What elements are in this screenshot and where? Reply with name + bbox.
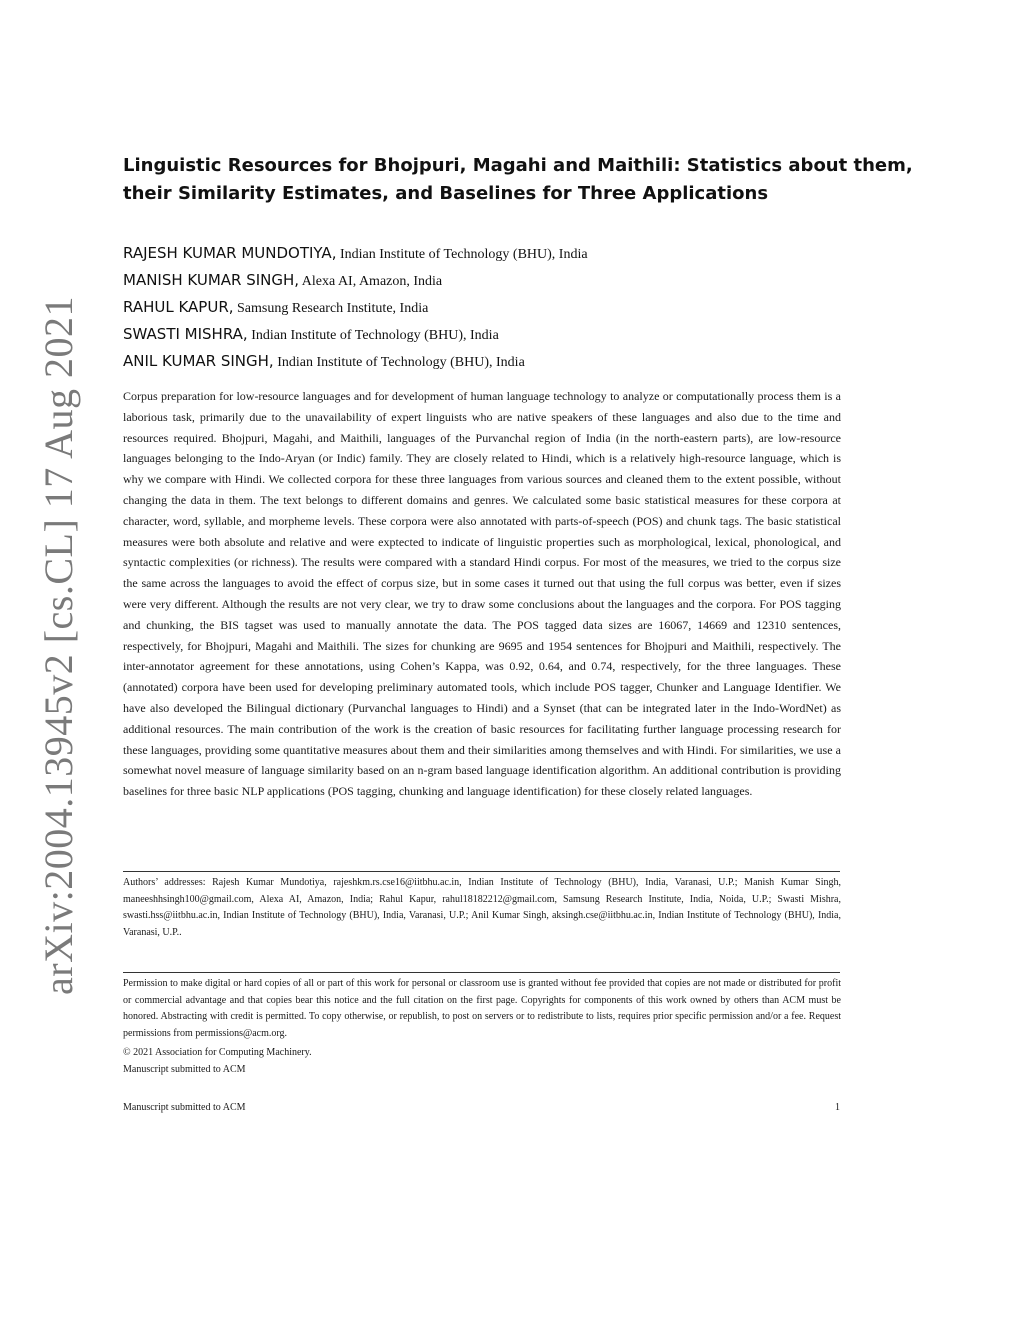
paper-title [123,152,913,208]
authors-addresses: Authors’ addresses: Rajesh Kumar Mundotiya, rajeshkm.rs.cse16@iitbhu.ac.in, Indian Institute of Technology (BHU), India, Varanasi, U.P.; Manish Kumar Singh, maneeshhsingh100@gmail.com, Alexa AI, Amazon, India; Rahul Kapur, rahul18182212@gmail.com, Samsung Research Institute, India, Noida, U.P.; Swasti Mishra, swasti.hss@iitbhu.ac.in, Indian Institute of Technology (BHU), India, Varanasi, U.P.; Anil Kumar Singh, aksingh.cse@iitbhu.ac.in, Indian Institute of Technology (BHU), India, Varanasi, U.P.. [123,877,841,938]
author-entry [123,348,863,375]
author-list [123,240,863,375]
copyright-line: © 2021 Association for Computing Machinery. [123,1047,312,1058]
author-affiliation: Samsung Research Institute, India [233,301,429,316]
author-name: MANISH KUMAR SINGH, [123,271,300,289]
manuscript-note: Manuscript submitted to ACM [123,1064,246,1075]
author-name: RAHUL KAPUR, [123,298,234,316]
author-name: ANIL KUMAR SINGH, [123,352,274,370]
title-line-1: Linguistic Resources for Bhojpuri, Magahi and Maithili: Statistics about them, [123,155,913,176]
author-entry [123,321,863,348]
author-name: SWASTI MISHRA, [123,325,248,343]
abstract: Corpus preparation for low-resource languages and for development of human language technology to analyze or computationally process them is a laborious task, primarily due to the unavailability of expert linguists who are native speakers of these languages and also due to the time and resources required. Bhojpuri, Magahi, and Maithili, languages of the Purvanchal region of India (in the north-eastern parts), are low-resource languages belonging to the Indo-Aryan (or Indic) family. They are closely related to Hindi, which is a relatively high-resource language, which is why we compare with Hindi. We collected corpora for these three languages from various sources and cleaned them to the extent possible, without changing the data in them. The text belongs to different domains and genres. We calculated some basic statistical measures for these corpora at character, word, syllable, and morpheme levels. These corpora were also annotated with parts-of-speech (POS) and chunk tags. The basic statistical measures were both absolute and relative and were exptected to indicate of linguistic properties such as morphological, lexical, phonological, and syntactic complexities (or richness). The results were compared with a standard Hindi corpus. For most of the measures, we tried to the corpus size the same across the languages to avoid the effect of corpus size, but in some cases it turned out that using the full corpus was better, even if sizes were very different. Although the results are not very clear, we try to draw some conclusions about the languages and the corpora. For POS tagging and chunking, the BIS tagset was used to manually annotate the data. The POS tagged data sizes are 16067, 14669 and 12310 sentences, respectively, for Bhojpuri, Magahi and Maithili. The sizes for chunking are 9695 and 1954 sentences for Bhojpuri and Maithili, respectively. The inter-annotator agreement for these annotations, using Cohen’s Kappa, was 0.92, 0.64, and 0.74, respectively, for the three languages. These (annotated) corpora have been used for developing preliminary automated tools, which include POS tagger, Chunker and Language Identifier. We have also developed the Bilingual dictionary (Purvanchal languages to Hindi) and a Synset (that can be integrated later in the Indo-WordNet) as additional resources. The main contribution of the work is the creation of basic resources for facilitating further language processing research for these languages, providing some quantitative measures about them and their similarities among themselves and with Hindi. For similarities, we use a somewhat novel measure of language similarity based on an n-gram based language identification algorithm. An additional contribution is providing baselines for three basic NLP applications (POS tagging, chunking and language identification) for these closely related languages. [123,389,841,799]
footer-venue: Manuscript submitted to ACM [123,1102,246,1113]
author-entry [123,240,863,267]
title-line-2: their Similarity Estimates, and Baselines for Three Applications [123,183,769,204]
author-entry [123,294,863,321]
arxiv-identifier: arXiv:2004.13945v2 [cs.CL] 17 Aug 2021 [35,295,81,995]
author-affiliation: Indian Institute of Technology (BHU), India [336,247,588,262]
arxiv-stamp [28,295,88,995]
permission-divider [123,972,840,973]
author-affiliation: Alexa AI, Amazon, India [299,274,443,289]
author-name: RAJESH KUMAR MUNDOTIYA, [123,244,337,262]
footnote-divider [123,871,840,872]
permission-notice: Permission to make digital or hard copies of all or part of this work for personal or classroom use is granted without fee provided that copies are not made or distributed for profit or commercial advantage and that copies bear this notice and the full citation on the first page. Copyrights for components of this work owned by others than ACM must be honored. Abstracting with credit is permitted. To copy otherwise, or republish, to post on servers or to redistribute to lists, requires prior specific permission and/or a fee. Request permissions from permissions@acm.org. [123,978,841,1039]
author-affiliation: Indian Institute of Technology (BHU), India [247,328,499,343]
author-entry [123,267,863,294]
page-number: 1 [835,1102,840,1113]
author-affiliation: Indian Institute of Technology (BHU), India [273,355,525,370]
